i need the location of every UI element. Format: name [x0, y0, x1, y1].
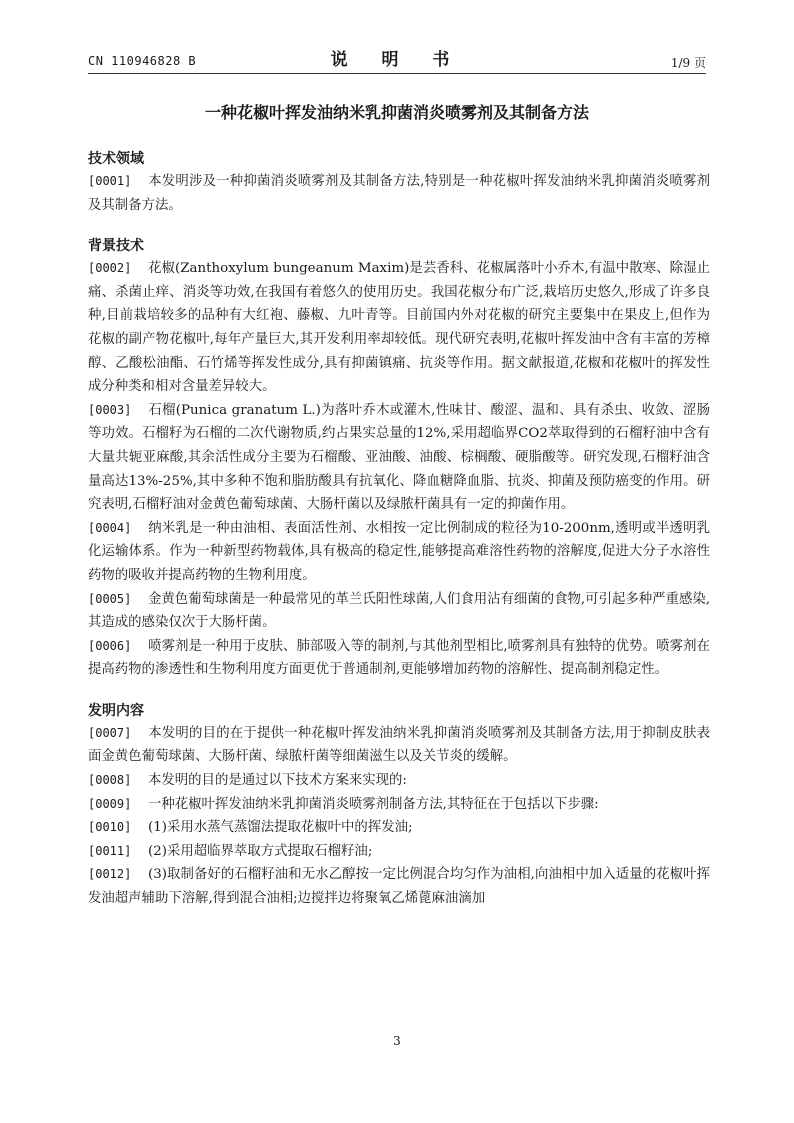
paragraph-number: [0008] — [88, 773, 132, 788]
page-indicator: 1/9 页 — [670, 56, 706, 70]
paragraph-number: [0006] — [88, 638, 132, 653]
paragraph-number: [0002] — [88, 261, 132, 276]
paragraph — [88, 170, 710, 217]
header-divider — [88, 73, 706, 74]
paragraph — [88, 635, 710, 682]
paragraph — [88, 793, 710, 817]
paragraph-text: 纳米乳是一种由油相、表面活性剂、水相按一定比例制成的粒径为10-200nm,透明或半透明乳化运输体系。作为一种新型药物载体,具有极高的稳定性,能够提高难溶性药物的溶解度,促进大分子水溶性药物的吸收并提高药物的生物利用度。 — [88, 520, 710, 583]
paragraph-text: 本发明的目的在于提供一种花椒叶挥发油纳米乳抑菌消炎喷雾剂及其制备方法,用于抑制皮肤表面金黄色葡萄球菌、大肠杆菌、绿脓杆菌等细菌滋生以及关节炎的缓解。 — [88, 725, 710, 765]
paragraph — [88, 517, 710, 588]
paragraph-number: [0011] — [88, 843, 132, 858]
section-heading: 技术领域 — [88, 151, 144, 167]
paragraph-text: 喷雾剂是一种用于皮肤、肺部吸入等的制剂,与其他剂型相比,喷雾剂具有独特的优势。喷雾剂在提高药物的渗透性和生物利用度方面更优于普通制剂,更能够增加药物的溶解性、提高制剂稳定性。 — [88, 638, 710, 678]
paragraph — [88, 863, 710, 910]
paragraph — [88, 257, 710, 399]
paragraph-text: (2)采用超临界萃取方式提取石榴籽油; — [148, 843, 373, 859]
paragraph — [88, 816, 710, 840]
paragraph-text: 本发明的目的是通过以下技术方案来实现的: — [148, 773, 407, 789]
paragraph — [88, 722, 710, 769]
paragraph-number: [0001] — [88, 174, 132, 188]
paragraph — [88, 840, 710, 864]
paragraph-number: [0007] — [88, 725, 132, 740]
paragraph-number: [0003] — [88, 402, 132, 417]
paragraph-text: 一种花椒叶挥发油纳米乳抑菌消炎喷雾剂制备方法,其特征在于包括以下步骤: — [148, 796, 599, 812]
document-title: 一种花椒叶挥发油纳米乳抑菌消炎喷雾剂及其制备方法 — [204, 103, 589, 122]
paragraph-number: [0004] — [88, 520, 132, 535]
paragraph-text: (3)取制备好的石榴籽油和无水乙醇按一定比例混合均匀作为油相,向油相中加入适量的花椒叶挥发油超声辅助下溶解,得到混合油相;边搅拌边将聚氧乙烯蓖麻油滴加 — [88, 867, 710, 907]
paragraph — [88, 769, 710, 793]
paragraph-number: [0010] — [88, 820, 132, 835]
section-heading: 发明内容 — [88, 702, 144, 719]
document-type: 说 明 书 — [330, 50, 464, 70]
paragraph-number: [0005] — [88, 591, 132, 606]
page-number: 3 — [393, 1034, 401, 1048]
paragraph-text: 金黄色葡萄球菌是一种最常见的革兰氏阳性球菌,人们食用沾有细菌的食物,可引起多种严重感染,其造成的感染仅次于大肠杆菌。 — [88, 591, 710, 631]
paragraph-text: (1)采用水蒸气蒸馏法提取花椒叶中的挥发油; — [148, 820, 413, 836]
paragraph — [88, 588, 710, 635]
paragraph — [88, 399, 710, 517]
patent-number: CN 110946828 B — [88, 54, 197, 68]
paragraph-text: 本发明涉及一种抑菌消炎喷雾剂及其制备方法,特别是一种花椒叶挥发油纳米乳抑菌消炎喷雾剂及其制备方法。 — [88, 174, 710, 213]
paragraph-text: 石榴(Punica granatum L.)为落叶乔木或灌木,性味甘、酸涩、温和、具有杀虫、收敛、涩肠等功效。石榴籽为石榴的二次代谢物质,约占果实总量的12%,采用超临界CO2萃取得到的石榴籽油中含有大量共轭亚麻酸,其余活性成分主要为石榴酸、亚油酸、油酸、棕榈酸、硬脂酸等。研究发现,石榴籽油含量高达13%-25%,其中多种不饱和脂肪酸具有抗氧化、降血糖降血脂、抗炎、抑菌及预防癌变的作用。研究表明,石榴籽油对金黄色葡萄球菌、大肠杆菌以及绿脓杆菌具有一定的抑菌作用。 — [88, 402, 710, 513]
paragraph-text: 花椒(Zanthoxylum bungeanum Maxim)是芸香科、花椒属落叶小乔木,有温中散寒、除湿止痛、杀菌止痒、消炎等功效,在我国有着悠久的使用历史。我国花椒分布广泛,栽培历史悠久,形成了许多良种,目前栽培较多的品种有大红袍、藤椒、九叶青等。目前国内外对花椒的研究主要集中在果皮上,但作为花椒的副产物花椒叶,每年产量巨大,其开发利用率却较低。现代研究表明,花椒叶挥发油中含有丰富的芳樟醇、乙酸松油酯、石竹烯等挥发性成分,具有抑菌镇痛、抗炎等作用。据文献报道,花椒和花椒叶的挥发性成分种类和相对含量差异较大。 — [88, 261, 710, 395]
paragraph-number: [0009] — [88, 796, 132, 811]
section-heading: 背景技术 — [88, 238, 144, 255]
paragraph-number: [0012] — [88, 867, 132, 882]
document-body — [88, 148, 710, 911]
